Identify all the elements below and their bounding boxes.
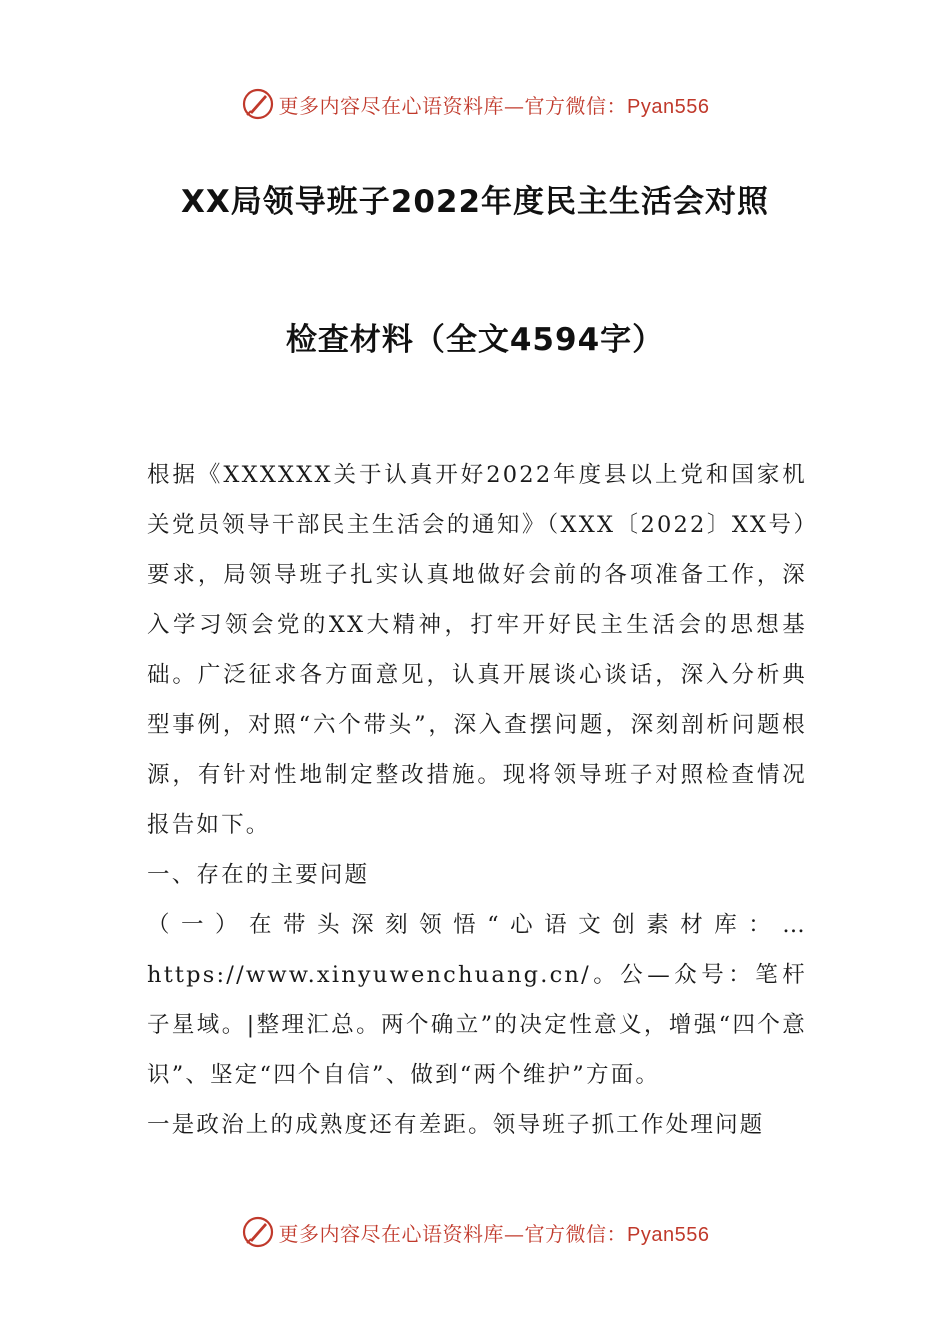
point-paragraph: 一是政治上的成熟度还有差距。领导班子抓工作处理问题 — [147, 1112, 765, 1138]
intro-paragraph: 根据《XXXXXX关于认真开好2022年度县以上党和国家机关党员领导干部民主生活会的通知》（XXX〔2022〕XX号）要求，局领导班子扎实认真地做好会前的各项准备工作，深入学习领会党的XX大精神，打牢开好民主生活会的思想基础。广泛征求各方面意见，认真开展谈心谈话，深入分析典型事例，对照“六个带头”，深入查摆问题，深刻剖析问题根源，有针对性地制定整改措施。现将领导班子对照检查情况报告如下。 — [147, 462, 807, 838]
section-heading: 一、存在的主要问题 — [147, 862, 370, 888]
footer-banner-text: 更多内容尽在心语资料库—官方微信：Pyan556 — [278, 1221, 710, 1246]
footer-banner — [0, 1212, 950, 1252]
quill-logo-icon — [241, 87, 275, 121]
header-banner-text: 更多内容尽在心语资料库—官方微信：Pyan556 — [278, 93, 710, 118]
footer-wechat-id: Pyan556 — [627, 1223, 710, 1246]
document-title-line-2: 检查材料（全文4594字） — [285, 322, 665, 358]
quill-logo-icon — [241, 1215, 275, 1249]
document-title-line-1: XX局领导班子2022年度民主生活会对照 — [180, 184, 770, 220]
document-body — [147, 450, 807, 1150]
header-banner — [0, 84, 950, 124]
header-wechat-id: Pyan556 — [627, 95, 710, 118]
subsection-paragraph: （一）在带头深刻领悟“心语文创素材库：…https://www.xinyuwenchuang.cn/。公—众号：笔杆子星域。|整理汇总。两个确立”的决定性意义，增强“四个意识”、坚定“四个自信”、做到“两个维护”方面。 — [147, 912, 807, 1088]
